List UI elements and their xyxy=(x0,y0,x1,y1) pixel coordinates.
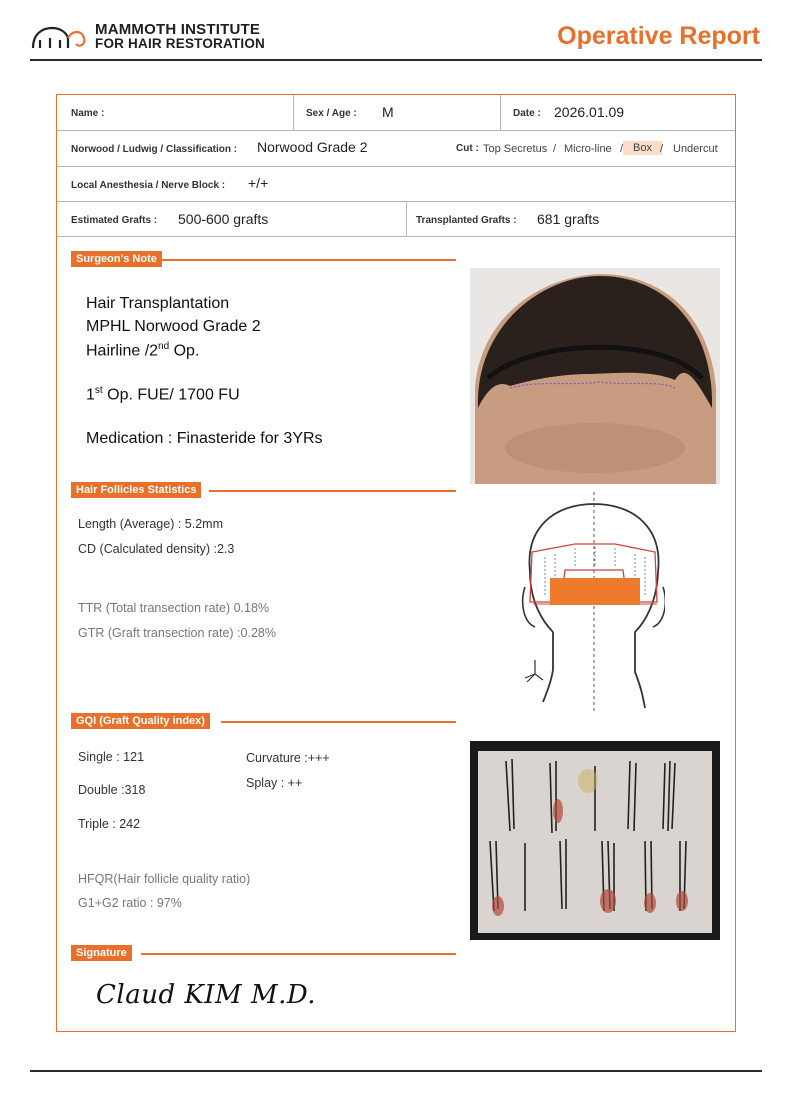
note-line-1: Hair Transplantation xyxy=(86,295,230,312)
surgeon-note-heading: Surgeon's Note xyxy=(71,251,162,267)
cut-separator: / xyxy=(620,143,624,155)
row-divider xyxy=(57,201,735,202)
row-divider xyxy=(57,130,735,131)
sex-age-label: Sex / Age : xyxy=(306,108,357,119)
gqi-hfqr: HFQR(Hair follicle quality ratio) xyxy=(78,872,251,886)
cut-option-box-label: Box xyxy=(623,141,662,155)
row-divider xyxy=(57,166,735,167)
cut-separator: / xyxy=(553,143,557,155)
cut-label: Cut : xyxy=(456,143,479,154)
footer-rule xyxy=(30,1070,762,1072)
head-donor-diagram xyxy=(515,492,665,714)
gqi-ratio: G1+G2 ratio : 97% xyxy=(78,896,182,910)
classification-value: Norwood Grade 2 xyxy=(257,139,368,155)
note-line-5: Medication : Finasteride for 3YRs xyxy=(86,430,323,447)
estimated-grafts-value: 500-600 grafts xyxy=(178,211,269,227)
anesthesia-value: +/+ xyxy=(248,175,269,191)
gqi-triple: Triple : 242 xyxy=(78,817,141,831)
cut-option-box-selected xyxy=(623,142,662,154)
cut-option-undercut: Undercut xyxy=(673,143,718,155)
transplanted-grafts-value: 681 grafts xyxy=(537,211,600,227)
section-rule xyxy=(141,953,456,955)
classification-label: Norwood / Ludwig / Classification : xyxy=(71,144,238,155)
col-divider xyxy=(500,95,501,130)
section-rule xyxy=(160,259,456,261)
stat-length: Length (Average) : 5.2mm xyxy=(78,517,223,531)
signature-heading: Signature xyxy=(71,945,132,961)
date-label: Date : xyxy=(513,108,541,119)
brand-name-line1: MAMMOTH INSTITUTE xyxy=(95,21,261,38)
stat-gtr: GTR (Graft transection rate) :0.28% xyxy=(78,626,276,640)
anesthesia-label: Local Anesthesia / Nerve Block : xyxy=(71,180,226,191)
elephant-logo-icon xyxy=(30,22,90,52)
row-divider xyxy=(57,236,735,237)
col-divider xyxy=(406,201,407,236)
gqi-curvature: Curvature :+++ xyxy=(246,751,330,765)
cut-separator: / xyxy=(660,143,664,155)
scalp-photo xyxy=(470,268,720,484)
note-line-2: MPHL Norwood Grade 2 xyxy=(86,318,261,335)
date-value: 2026.01.09 xyxy=(554,104,625,120)
handwritten-signature: Claud KIM M.D. xyxy=(96,980,317,1010)
gqi-single: Single : 121 xyxy=(78,750,145,764)
transplanted-grafts-label: Transplanted Grafts : xyxy=(416,215,517,226)
brand-name-line2: FOR HAIR RESTORATION xyxy=(95,36,266,51)
follicle-stats-heading: Hair Follicles Statistics xyxy=(71,482,201,498)
header-rule xyxy=(30,59,762,61)
estimated-grafts-label: Estimated Grafts : xyxy=(71,215,158,226)
section-rule xyxy=(209,490,456,492)
sex-age-value: M xyxy=(382,104,394,120)
note-line-4: 1st Op. FUE/ 1700 FU xyxy=(86,385,240,404)
gqi-double: Double :318 xyxy=(78,783,146,797)
cut-option-top-secretus: Top Secretus xyxy=(483,143,548,155)
graft-microscope-photo xyxy=(470,741,720,940)
note-line-3: Hairline /2nd Op. xyxy=(86,341,200,360)
report-title: Operative Report xyxy=(557,22,760,50)
stat-cd: CD (Calculated density) :2.3 xyxy=(78,542,235,556)
stat-ttr: TTR (Total transection rate) 0.18% xyxy=(78,601,270,615)
section-rule xyxy=(221,721,456,723)
gqi-heading: GQI (Graft Quality index) xyxy=(71,713,210,729)
gqi-splay: Splay : ++ xyxy=(246,776,303,790)
cut-option-micro-line: Micro-line xyxy=(564,143,612,155)
col-divider xyxy=(293,95,294,130)
name-label: Name : xyxy=(71,108,105,119)
